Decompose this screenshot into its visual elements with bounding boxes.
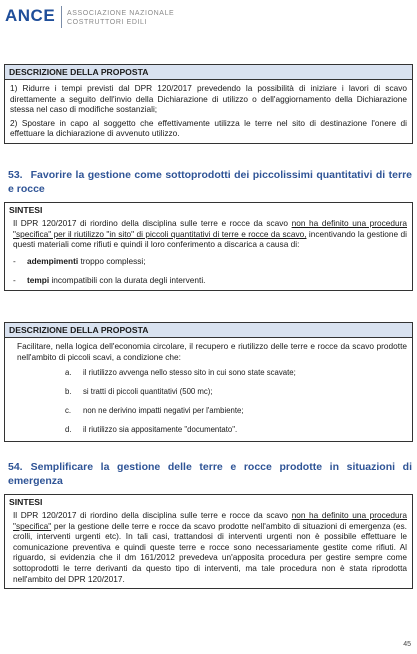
sintesi-1-highlight: non ha definito una procedura "specifica" per il riutilizzo "in sito" di piccoli quantitativi di terre e rocce da scavo, xyxy=(13,218,408,239)
sintesi-box-1-body xyxy=(5,215,412,290)
sintesi-2-text xyxy=(13,510,407,584)
sintesi-box-1 xyxy=(4,202,413,291)
bullet-text xyxy=(27,275,206,286)
association-line-1: ASSOCIAZIONE NAZIONALE xyxy=(67,10,175,17)
sintesi-1-text-a: Il DPR 120/2017 di riordino della disciplina sulle terre e rocce da scavo xyxy=(13,218,292,228)
section-54-title: Semplificare la gestione delle terre e rocce prodotte in situazioni di emergenza xyxy=(8,461,412,487)
sintesi-1-text-b: incentivando la gestione di questi materiali come rifiuti e quindi il loro conferimento a discarica a causa di: xyxy=(13,228,407,250)
bullet-dash: - xyxy=(13,255,16,266)
sintesi-1-text xyxy=(13,218,407,250)
sintesi-1-bullet xyxy=(13,275,407,286)
bullet-rest: troppo complessi; xyxy=(78,255,146,266)
condition-mark: a. xyxy=(65,368,72,378)
condition-mark: b. xyxy=(65,387,72,397)
condition-text: il riutilizzo avvenga nello stesso sito in cui sono state scavate; xyxy=(83,368,296,378)
sintesi-box-2-body xyxy=(5,507,412,588)
condition-item xyxy=(65,425,407,435)
bullet-dash: - xyxy=(13,275,16,286)
page-number: 45 xyxy=(403,641,411,648)
proposal-box-2-body xyxy=(5,338,412,441)
association-name xyxy=(67,9,174,27)
sintesi-box-1-title: SINTESI xyxy=(5,203,412,215)
condition-text: il riutilizzo sia appositamente "documentato". xyxy=(83,425,238,435)
condition-mark: d. xyxy=(65,425,72,435)
ance-logo: ANCE xyxy=(5,6,56,25)
proposal-1-item-2: 2) Spostare in capo al soggetto che effettivamente utilizza le terre nel sito di destinazione l'onere di effettuare la dichiarazione di avvenuto utilizzo. xyxy=(10,117,407,139)
logo-divider xyxy=(61,6,62,28)
bullet-text xyxy=(27,256,146,267)
sintesi-2-text-b: per la gestione delle terre e rocce da scavo prodotte nell'ambito di situazioni di emergenza (es. crolli, interventi urgenti etc). In tali casi, trattandosi di interventi urgenti non è possibile effettuare le comunicazione preventiva e quindi queste terre e rocce sono necessariamente gestite come rifiuti. Al riguardo, si evidenzia che il dm 161/2012 prevedeva un'apposita procedura per gestire sempre come sottoprodotti le terre derivanti da questo tipo di interventi, ma tale procedura non è stata riprodotta nell'ambito del DPR 120/2017. xyxy=(13,520,407,584)
sintesi-1-bullet xyxy=(13,256,407,267)
proposal-box-1-body xyxy=(5,80,412,143)
condition-item xyxy=(65,387,407,397)
proposal-box-1 xyxy=(4,64,413,144)
sintesi-2-highlight: non ha definito una procedura "specifica" xyxy=(13,510,408,531)
condition-mark: c. xyxy=(65,406,72,416)
section-53-number: 53. xyxy=(8,169,23,181)
proposal-2-intro: Facilitare, nella logica dell'economia circolare, il recupero e riutilizzo delle terre e rocce da scavo prodotte nell'ambito di piccoli scavi, a condizione che: xyxy=(17,341,407,362)
proposal-box-1-title: DESCRIZIONE DELLA PROPOSTA xyxy=(5,65,412,80)
sintesi-2-text-a: Il DPR 120/2017 di riordino della disciplina sulle terre e rocce da scavo xyxy=(13,510,292,520)
bullet-rest: incompatibili con la durata degli interventi. xyxy=(49,275,206,286)
section-53-title: Favorire la gestione come sottoprodotti dei piccolissimi quantitativi di terre e rocce xyxy=(8,169,412,195)
sintesi-box-2 xyxy=(4,494,413,589)
proposal-box-2-title: DESCRIZIONE DELLA PROPOSTA xyxy=(5,323,412,338)
section-54-heading xyxy=(8,461,412,488)
proposal-1-item-1: 1) Ridurre i tempi previsti dal DPR 120/2017 prevedendo la possibilità di iniziare i lavori di scavo direttamente a seguito dell'invio della Dichiarazione di utilizzo o dell'aggiornamento della Dichiarazione stessa nel caso di modifiche sostanziali; xyxy=(10,83,407,115)
bullet-bold: tempi xyxy=(27,275,50,286)
condition-text: si tratti di piccoli quantitativi (500 mc); xyxy=(83,387,213,397)
proposal-2-conditions xyxy=(65,368,407,435)
sintesi-box-2-title: SINTESI xyxy=(5,495,412,507)
page-header xyxy=(5,4,412,34)
proposal-box-2 xyxy=(4,322,413,442)
bullet-bold: adempimenti xyxy=(27,255,79,266)
condition-text: non ne derivino impatti negativi per l'ambiente; xyxy=(83,406,244,416)
condition-item xyxy=(65,368,407,378)
section-53-heading xyxy=(8,169,412,196)
condition-item xyxy=(65,406,407,416)
section-54-number: 54. xyxy=(8,461,23,473)
association-line-2: COSTRUTTORI EDILI xyxy=(67,19,148,26)
